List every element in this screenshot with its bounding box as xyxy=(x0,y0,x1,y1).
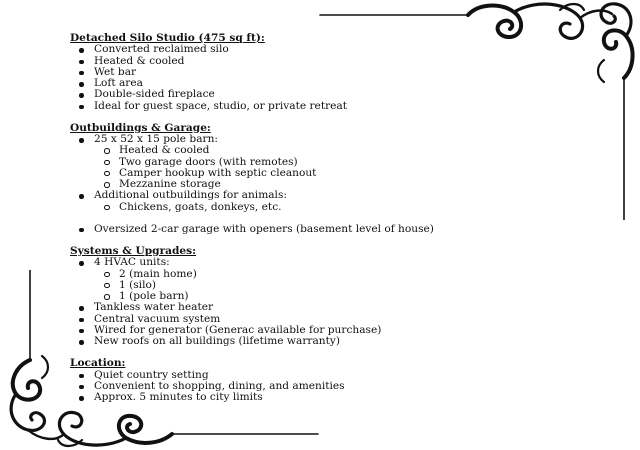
section-heading: Location: xyxy=(70,357,126,370)
sub-list-item: Chickens, goats, donkeys, etc. xyxy=(70,202,530,213)
section-outbuildings xyxy=(70,123,530,235)
list-item: Converted reclaimed silo xyxy=(70,44,530,55)
list-item: Central vacuum system xyxy=(70,314,530,325)
sub-list-item: Mezzanine storage xyxy=(70,179,530,190)
property-features xyxy=(70,33,530,403)
sub-list-item: 2 (main home) xyxy=(70,269,530,280)
list-item: Ideal for guest space, studio, or private retreat xyxy=(70,101,530,112)
location-list xyxy=(70,370,530,404)
list-item: Convenient to shopping, dining, and amenities xyxy=(70,381,530,392)
sub-list-item: Heated & cooled xyxy=(70,145,530,156)
list-item: Loft area xyxy=(70,78,530,89)
list-item: Heated & cooled xyxy=(70,56,530,67)
list-item: Wired for generator (Generac available for purchase) xyxy=(70,325,530,336)
systems-list xyxy=(70,257,530,347)
list-item: Quiet country setting xyxy=(70,370,530,381)
list-item: Tankless water heater xyxy=(70,302,530,313)
sub-list-item: Two garage doors (with remotes) xyxy=(70,157,530,168)
list-item: Wet bar xyxy=(70,67,530,78)
list-item: New roofs on all buildings (lifetime warranty) xyxy=(70,336,530,347)
silo-list xyxy=(70,44,530,112)
list-item: 4 HVAC units: xyxy=(70,257,530,268)
section-silo xyxy=(70,33,530,112)
sub-list-item: 1 (silo) xyxy=(70,280,530,291)
list-item: Double-sided fireplace xyxy=(70,89,530,100)
section-systems xyxy=(70,246,530,347)
outbuildings-list xyxy=(70,134,530,235)
sub-list-item: Camper hookup with septic cleanout xyxy=(70,168,530,179)
section-heading: Detached Silo Studio (475 sq ft): xyxy=(70,32,265,44)
section-heading: Outbuildings & Garage: xyxy=(70,121,211,134)
sub-list-item: 1 (pole barn) xyxy=(70,291,530,302)
section-heading: Systems & Upgrades: xyxy=(70,245,197,257)
list-item: Additional outbuildings for animals: xyxy=(70,190,530,201)
list-item: 25 x 52 x 15 pole barn: xyxy=(70,134,530,145)
list-item: Oversized 2-car garage with openers (basement level of house) xyxy=(70,224,530,235)
section-location xyxy=(70,358,530,403)
list-item: Approx. 5 minutes to city limits xyxy=(70,392,530,403)
